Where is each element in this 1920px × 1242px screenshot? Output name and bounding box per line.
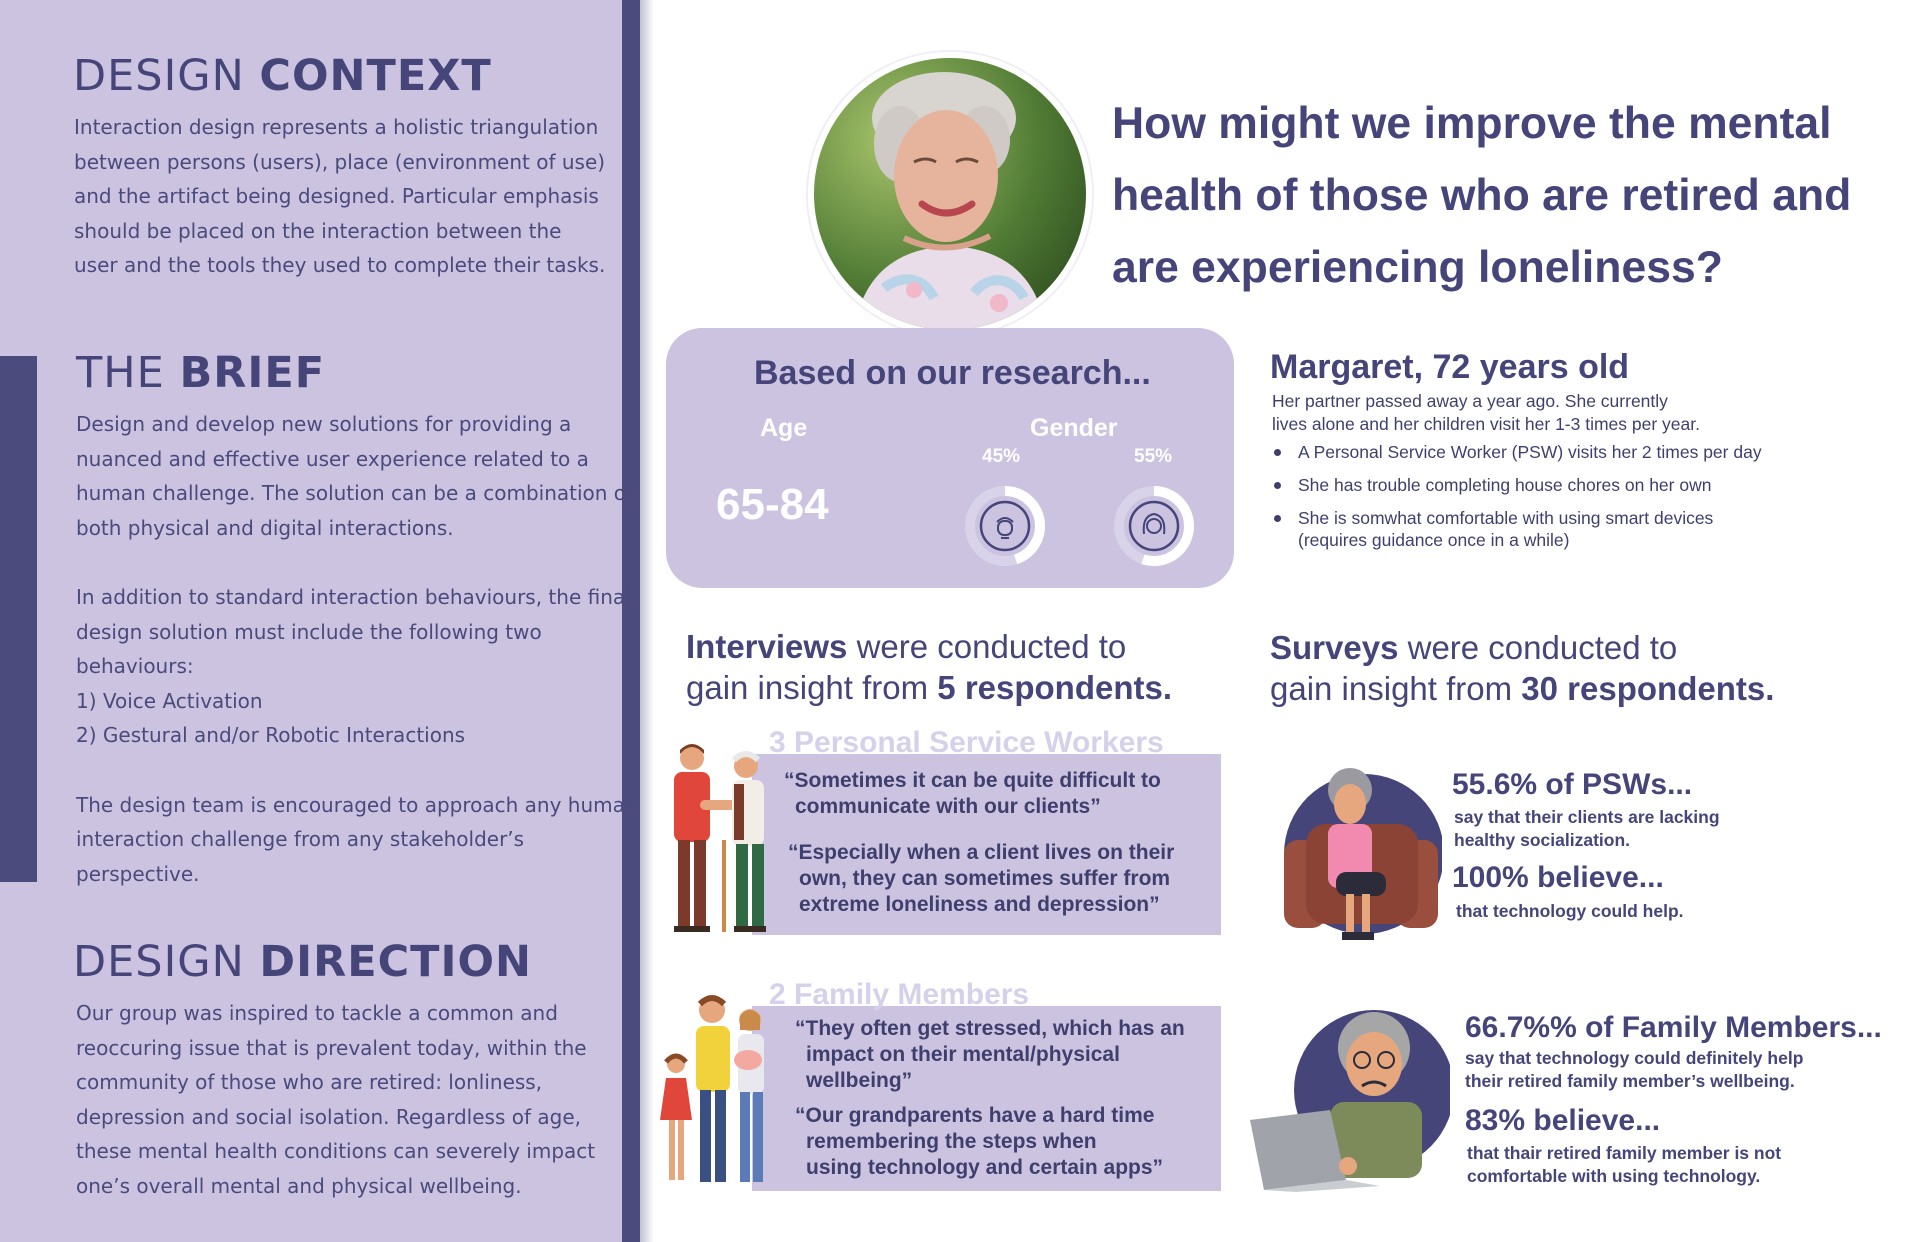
persona-bullet bbox=[1272, 474, 1711, 496]
surveys-count: 30 respondents. bbox=[1521, 670, 1775, 707]
description-line: lives alone and her children visit her 1-3 times per year. bbox=[1272, 414, 1700, 434]
design-direction-body bbox=[76, 996, 595, 1204]
brief-accent-bar bbox=[0, 356, 37, 882]
title-light: DESIGN bbox=[73, 51, 245, 101]
quote-line: “Our grandparents have a hard time bbox=[795, 1104, 1155, 1127]
lonely-senior-in-chair-illustration bbox=[1262, 754, 1442, 942]
title-bold: DIRECTION bbox=[259, 937, 533, 987]
family-stat-headline: 66.7%% of Family Members... bbox=[1465, 1011, 1882, 1044]
main-question bbox=[1112, 88, 1851, 304]
psw-stat-headline: 100% believe... bbox=[1452, 861, 1664, 894]
interviews-pre: gain insight from bbox=[686, 669, 938, 706]
stat-line: that technology could help. bbox=[1456, 901, 1684, 921]
body-line: Our group was inspired to tackle a common and bbox=[76, 1001, 558, 1025]
interviews-rest: were conducted to bbox=[847, 628, 1127, 665]
body-gap bbox=[76, 545, 638, 580]
stat-line: say that technology could definitely help bbox=[1465, 1048, 1804, 1068]
psw-stat-detail bbox=[1456, 900, 1684, 923]
family-stat-headline: 83% believe... bbox=[1465, 1104, 1661, 1137]
interviews-bold: Interviews bbox=[686, 628, 848, 665]
body-line: user and the tools they used to complete their tasks. bbox=[74, 253, 606, 278]
quote-line: remembering the steps when bbox=[806, 1130, 1097, 1153]
body-line: In addition to standard interaction behaviours, the final bbox=[76, 584, 631, 609]
stat-line: their retired family member’s wellbeing. bbox=[1465, 1070, 1795, 1091]
donut-inner bbox=[981, 502, 1029, 550]
body-line: between persons (users), place (environment of use) bbox=[74, 149, 606, 174]
age-label: Age bbox=[760, 414, 808, 442]
the-brief-body bbox=[76, 407, 638, 891]
left-panel-shadow bbox=[640, 0, 654, 1242]
body-line: community of those who are retired: lonliness, bbox=[76, 1070, 543, 1095]
psw-stat-detail bbox=[1454, 806, 1720, 851]
elderly-woman-portrait-icon bbox=[814, 58, 1086, 330]
surveys-heading bbox=[1270, 627, 1774, 709]
question-line: health of those who are retired and bbox=[1112, 171, 1852, 220]
persona-photo bbox=[808, 52, 1092, 336]
quote-line: extreme loneliness and depression” bbox=[799, 893, 1160, 916]
psw-quote bbox=[784, 768, 1161, 820]
bullet-text: (requires guidance once in a while) bbox=[1298, 530, 1570, 550]
persona-bullet bbox=[1272, 441, 1762, 463]
family-quote bbox=[795, 1016, 1185, 1094]
bullet-text: A Personal Service Worker (PSW) visits her 2 times per day bbox=[1298, 442, 1762, 462]
design-direction-title bbox=[73, 937, 532, 987]
family-group-label: 2 Family Members bbox=[769, 978, 1030, 1011]
question-line: How might we improve the mental bbox=[1112, 99, 1832, 148]
bullet-dot-icon bbox=[1274, 482, 1281, 489]
body-line: one’s overall mental and physical wellbeing. bbox=[76, 1173, 522, 1198]
persona-name: Margaret, 72 years old bbox=[1270, 348, 1630, 386]
title-bold: BRIEF bbox=[179, 348, 326, 398]
family-stat-detail bbox=[1465, 1047, 1803, 1092]
caregiver-with-senior-illustration bbox=[660, 740, 775, 938]
stat-line: say that their clients are lacking bbox=[1454, 807, 1720, 827]
age-range-value: 65-84 bbox=[716, 480, 829, 529]
body-line: should be placed on the interaction between the bbox=[74, 218, 562, 243]
research-card-title: Based on our research... bbox=[754, 354, 1151, 392]
body-line: The design team is encouraged to approach any human bbox=[76, 792, 638, 817]
quote-line: using technology and certain apps” bbox=[806, 1156, 1164, 1179]
body-line: human challenge. The solution can be a combination of bbox=[76, 481, 634, 506]
bullet-text: She has trouble completing house chores on her own bbox=[1298, 475, 1712, 495]
surveys-pre: gain insight from bbox=[1270, 670, 1522, 707]
persona-bullet bbox=[1272, 507, 1713, 551]
question-line: are experiencing loneliness? bbox=[1112, 243, 1723, 292]
surveys-rest: were conducted to bbox=[1398, 629, 1678, 666]
body-line: behaviours: bbox=[76, 654, 194, 679]
quote-line: “Especially when a client lives on their bbox=[788, 841, 1175, 864]
male-gender-donut bbox=[963, 484, 1047, 568]
female-percent: 55% bbox=[1134, 446, 1173, 467]
gender-label: Gender bbox=[1030, 414, 1118, 442]
title-light: DESIGN bbox=[73, 937, 245, 987]
family-quote bbox=[795, 1103, 1163, 1181]
quote-line: impact on their mental/physical bbox=[806, 1043, 1120, 1066]
the-brief-title bbox=[76, 348, 325, 398]
body-line: 1) Voice Activation bbox=[76, 688, 263, 713]
donut-inner bbox=[1130, 502, 1178, 550]
stat-line: healthy socialization. bbox=[1454, 829, 1631, 850]
interviews-heading bbox=[686, 626, 1172, 708]
quote-line: wellbeing” bbox=[806, 1069, 913, 1092]
design-context-body bbox=[74, 110, 605, 283]
psw-quote bbox=[788, 840, 1174, 918]
body-line: and the artifact being designed. Particular emphasis bbox=[74, 184, 599, 209]
stat-line: comfortable with using technology. bbox=[1467, 1165, 1761, 1186]
family-stat-detail bbox=[1467, 1142, 1781, 1187]
title-light: THE bbox=[76, 348, 165, 398]
body-line: Design and develop new solutions for providing a bbox=[76, 412, 572, 436]
senior-at-laptop-illustration bbox=[1250, 1002, 1450, 1192]
persona-description bbox=[1272, 390, 1700, 436]
body-line: 2) Gestural and/or Robotic Interactions bbox=[76, 723, 466, 748]
body-line: interaction challenge from any stakeholder’s bbox=[76, 827, 525, 852]
body-line: these mental health conditions can severely impact bbox=[76, 1139, 596, 1164]
body-line: perspective. bbox=[76, 861, 200, 886]
body-gap bbox=[76, 753, 638, 788]
interviews-count: 5 respondents. bbox=[937, 669, 1173, 706]
stat-line: that thair retired family member is not bbox=[1467, 1143, 1782, 1163]
psw-stat-headline: 55.6% of PSWs... bbox=[1452, 768, 1693, 801]
bullet-text: She is somwhat comfortable with using smart devices bbox=[1298, 508, 1714, 528]
design-context-title bbox=[73, 51, 492, 101]
quote-line: “They often get stressed, which has an bbox=[795, 1017, 1185, 1040]
family-members-illustration bbox=[660, 990, 780, 1190]
body-line: nuanced and effective user experience related to a bbox=[76, 446, 589, 471]
description-line: Her partner passed away a year ago. She currently bbox=[1272, 391, 1668, 411]
body-line: depression and social isolation. Regardless of age, bbox=[76, 1104, 581, 1129]
quote-line: own, they can sometimes suffer from bbox=[799, 867, 1171, 890]
body-line: reoccuring issue that is prevalent today, within the bbox=[76, 1035, 587, 1060]
quote-line: communicate with our clients” bbox=[795, 795, 1101, 818]
psw-group-label: 3 Personal Service Workers bbox=[769, 726, 1164, 759]
quote-line: “Sometimes it can be quite difficult to bbox=[784, 769, 1161, 792]
bullet-dot-icon bbox=[1274, 449, 1281, 456]
male-percent: 45% bbox=[982, 446, 1021, 467]
body-line: Interaction design represents a holistic triangulation bbox=[74, 115, 599, 139]
bullet-dot-icon bbox=[1274, 515, 1281, 522]
title-bold: CONTEXT bbox=[259, 51, 492, 101]
surveys-bold: Surveys bbox=[1270, 629, 1399, 666]
body-line: design solution must include the following two bbox=[76, 619, 542, 644]
female-gender-donut bbox=[1112, 484, 1196, 568]
body-line: both physical and digital interactions. bbox=[76, 515, 454, 540]
